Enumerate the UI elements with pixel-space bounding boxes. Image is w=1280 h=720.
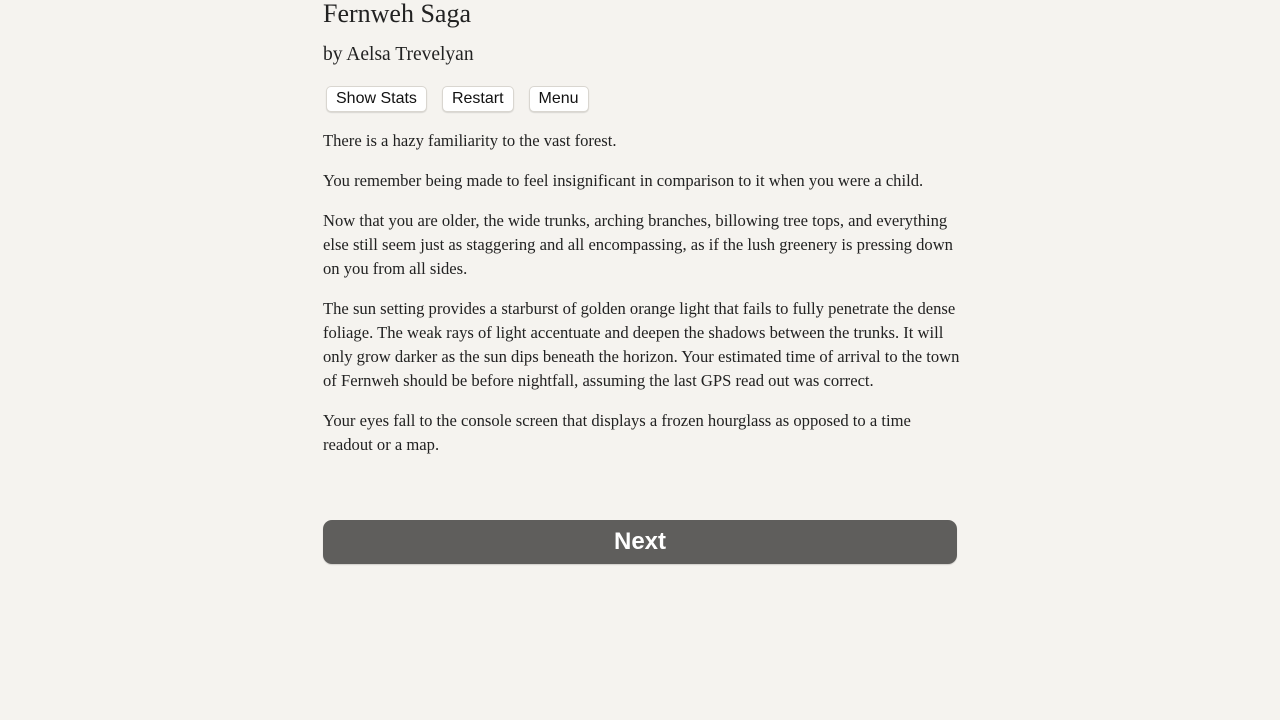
menu-button[interactable]: Menu — [529, 86, 589, 112]
restart-button[interactable]: Restart — [442, 86, 514, 112]
story-paragraph: Now that you are older, the wide trunks, arching branches, billowing tree tops, and everything else still seem just as staggering and all encompassing, as if the lush greenery is pressing down on you from all sides. — [323, 211, 953, 278]
story-paragraph: There is a hazy familiarity to the vast forest. — [323, 131, 617, 150]
story-text — [323, 129, 963, 473]
story-paragraph: The sun setting provides a starburst of golden orange light that fails to fully penetrate the dense foliage. The weak rays of light accentuate and deepen the shadows between the trunks. It will only grow darker as the sun dips beneath the horizon. Your estimated time of arrival to the town of Fernweh should be before nightfall, assuming the last GPS read out was correct. — [323, 299, 960, 390]
story-paragraph: Your eyes fall to the console screen that displays a frozen hourglass as opposed to a time readout or a map. — [323, 411, 911, 454]
next-button[interactable]: Next — [323, 520, 957, 564]
show-stats-button[interactable]: Show Stats — [326, 86, 427, 112]
author-byline: by Aelsa Trevelyan — [323, 44, 474, 65]
toolbar — [326, 86, 589, 112]
game-title: Fernweh Saga — [323, 0, 472, 28]
story-paragraph: You remember being made to feel insignificant in comparison to it when you were a child. — [323, 171, 924, 190]
